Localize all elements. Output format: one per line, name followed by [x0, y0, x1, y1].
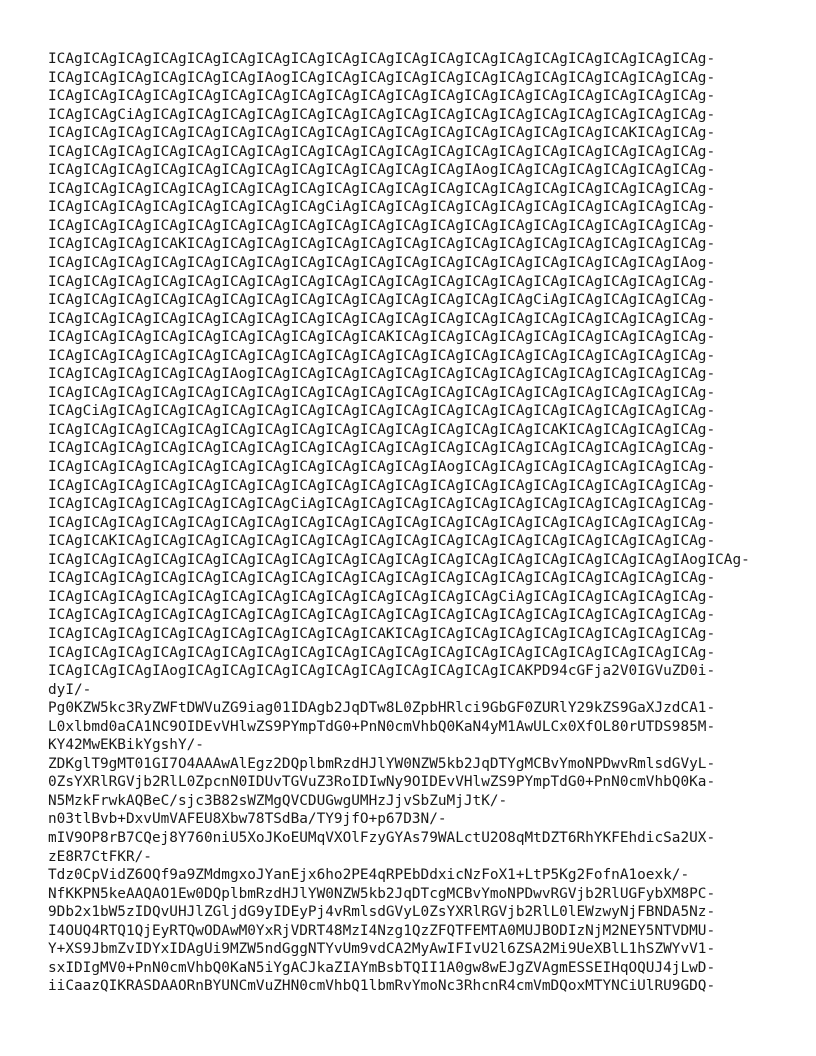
text-line: ICAgICAgICAgICAgICAgICAgICAgICAgICAgICAgICAgICAgICAgICAgICAgICAgICAgICAgICAg-	[48, 347, 716, 364]
text-line: ICAgICAgICAgICAgICAgICAgICAgICAgICAgICAgICAgICAgICAgICAgICAgICAgICAgICAgICAg-	[48, 273, 716, 290]
text-line: ICAgICAgICAgICAgICAgICAgICAgICAgICAgICAgICAgICAgICAgICAgICAgICAgICAgICAgICAg-	[48, 477, 716, 494]
text-line: ICAgICAgICAgICAgICAgICAgICAgICAgICAgICAgICAgIAogICAgICAgICAgICAgICAgICAgICAg-	[48, 459, 716, 476]
text-line: I4OUQ4RTQ1QjEyRTQwODAwM0YxRjVDRT48MzI4Nzg1QzZFQTFEMTA0MUJBODIzNjM2NEY5NTVDMU-	[48, 922, 716, 939]
text-line: ICAgICAgICAgICAgICAgICAgICAgICAgICAgICAgICAgICAgICAgICAgICAgICAgICAgICAgIAog-	[48, 255, 716, 272]
text-line: 0ZsYXRlRGVjb2RlL0ZpcnN0IDUvTGVuZ3RoIDIwNy9OIDEvVHlwZS9PYmpTdG0+PnN0cmVhbQ0Ka-	[48, 774, 716, 791]
text-line: ICAgICAgICAgICAgICAgICAgICAgICAgICAgICAgICAgICAgICAgICAgICAgICAgICAgICAgICAg-	[48, 644, 716, 661]
text-line: Pg0KZW5kc3RyZWFtDWVuZG9iag01IDAgb2JqDTw8L0ZpbHRlci9GbGF0ZURlY29kZS9GaXJzdCA1-	[48, 700, 716, 717]
encoded-text-block	[48, 50, 778, 996]
text-line: 9Db2x1bW5zIDQvUHJlZGljdG9yIDEyPj4vRmlsdGVyL0ZsYXRlRGVjb2RlL0lEWzwyNjFBNDA5Nz-	[48, 904, 716, 921]
text-line: ICAgICAgICAgICAgICAgICAgICAgICAgICAgICAgICAgICAgICAgICAgICAgICAgICAgICAgICAg-	[48, 440, 716, 457]
text-line: Y+XS9JbmZvIDYxIDAgUi9MZW5ndGggNTYvUm9vdCA2MyAwIFIvU2l6ZSA2Mi9UeXBlL1hSZWYvV1-	[48, 941, 716, 958]
text-line: ICAgICAgICAgICAgICAgIAogICAgICAgICAgICAgICAgICAgICAgICAgICAgICAgICAgICAgICAg-	[48, 366, 716, 383]
text-line: ICAgICAgICAgICAgICAgICAgICAgICAgICAgICAgICAgICAgICAgICAgICAgICAgICAgICAgICAg-	[48, 51, 716, 67]
text-line: ICAgICAgICAgICAgICAgICAgICAgICAgICAgICAgICAgICAgIAogICAgICAgICAgICAgICAgICAg-	[48, 162, 716, 179]
text-line: ICAgICAgICAgICAgICAgICAgICAgICAgICAgICAgICAgICAgICAgICAgICAgICAgICAgICAgICAg-	[48, 384, 716, 401]
text-line: ICAgICAgICAgICAgICAgICAgICAgCiAgICAgICAgICAgICAgICAgICAgICAgICAgICAgICAgICAg-	[48, 496, 716, 513]
text-line: ICAgICAgICAgICAgICAgICAgICAgICAgICAgICAgICAgICAgICAgICAgICAgICAgICAgICAgIAogICAg-	[48, 551, 750, 568]
text-line: ICAgICAgICAgICAgICAgICAgICAgICAgICAgICAgICAgICAgICAgICAgCiAgICAgICAgICAgICAg-	[48, 292, 716, 309]
text-line: KY42MwEKBikYgshY/-	[48, 737, 204, 754]
text-line: ICAgICAgICAgICAgICAgICAgICAgICAgICAgICAgICAgICAgICAgICAgICAgICAgICAgICAgICAg-	[48, 180, 716, 197]
text-line: ICAgICAgICAgIAogICAgICAgICAgICAgICAgICAgICAgICAgICAgICAKPD94cGFja2V0IGVuZD0i-	[48, 663, 716, 680]
text-line: NfKKPN5keAAQAO1Ew0DQplbmRzdHJlYW0NZW5kb2JqDTcgMCBvYmoNPDwvRGVjb2RlUGFybXM8PC-	[48, 885, 716, 902]
text-line: ICAgCiAgICAgICAgICAgICAgICAgICAgICAgICAgICAgICAgICAgICAgICAgICAgICAgICAgICAg-	[48, 403, 716, 420]
text-line: ICAgICAgICAgICAgICAgICAgICAgICAgICAgICAgICAgICAgICAgICAgICAgICAgICAgICAgICAg-	[48, 88, 716, 105]
text-line: ICAgICAgICAgICAgICAgICAgICAgICAgICAgICAgICAgICAgICAgICAgICAgICAgICAgICAgICAg-	[48, 143, 716, 160]
text-line: ICAgICAgICAgICAgICAgICAgICAgICAgICAgICAgICAgICAgICAgICAgICAgICAgICAgICAgICAg-	[48, 217, 716, 234]
text-line: mIV9OP8rB7CQej8Y760niU5XoJKoEUMqVXOlFzyGYAs79WALctU2O8qMtDZT6RhYKFEhdicSa2UX-	[48, 829, 716, 846]
text-line: n03tlBvb+DxvUmVAFEU8Xbw78TSdBa/TY9jfO+p67D3N/-	[48, 811, 447, 828]
text-line: ICAgICAgICAgICAKICAgICAgICAgICAgICAgICAgICAgICAgICAgICAgICAgICAgICAgICAgICAg-	[48, 236, 716, 253]
text-line: N5MzkFrwkAQBeC/sjc3B82sWZMgQVCDUGwgUMHzJjvSbZuMjJtK/-	[48, 792, 508, 809]
text-line: ICAgICAgICAgICAgICAgICAgICAgICAgICAgICAgICAgICAgICAgICAgICAgICAgICAgICAgICAg-	[48, 570, 716, 587]
text-line: ICAgICAgICAgICAgICAgICAgICAgICAgICAgICAgICAgICAgICAgICAgICAgICAgICAgICAgICAg-	[48, 514, 716, 531]
text-line: ICAgICAgICAgICAgICAgICAgICAgICAgICAgICAgICAgICAgICAgCiAgICAgICAgICAgICAgICAg-	[48, 588, 716, 605]
text-line: sxIDIgMV0+PnN0cmVhbQ0KaN5iYgACJkaZIAYmBsbTQII1A0gw8wEJgZVAgmESSEIHqOQUJ4jLwD-	[48, 959, 716, 976]
text-line: ICAgICAgICAgICAgICAgICAgICAgICAgICAgICAgICAgICAgICAgICAgICAgICAgICAKICAgICAg-	[48, 125, 716, 142]
text-line: L0xlbmd0aCA1NC9OIDEvVHlwZS9PYmpTdG0+PnN0cmVhbQ0KaN4yM1AwULCx0XfOL80rUTDS985M-	[48, 718, 716, 735]
text-line: Tdz0CpVidZ6OQf9a9ZMdmgxoJYanEjx6ho2PE4qRPEbDdxicNzFoX1+LtP5Kg2FofnA1oexk/-	[48, 867, 690, 884]
text-line: ICAgICAgICAgICAgICAgICAgICAgICAgCiAgICAgICAgICAgICAgICAgICAgICAgICAgICAgICAg-	[48, 199, 716, 216]
text-line: ICAgICAgICAgICAgICAgICAgICAgICAgICAgICAKICAgICAgICAgICAgICAgICAgICAgICAgICAg-	[48, 625, 716, 642]
text-line: zE8R7CtFKR/-	[48, 848, 152, 865]
text-line: dyI/-	[48, 681, 92, 698]
text-line: ICAgICAgCiAgICAgICAgICAgICAgICAgICAgICAgICAgICAgICAgICAgICAgICAgICAgICAgICAg-	[48, 106, 716, 123]
text-line: ICAgICAKICAgICAgICAgICAgICAgICAgICAgICAgICAgICAgICAgICAgICAgICAgICAgICAgICAg-	[48, 533, 716, 550]
text-line: ZDKglT9gMT01GI7O4AAAwAlEgz2DQplbmRzdHJlYW0NZW5kb2JqDTYgMCBvYmoNPDwvRmlsdGVyL-	[48, 755, 716, 772]
text-line: iiCaazQIKRASDAAORnBYUNCmVuZHN0cmVhbQ1lbmRvYmoNc3RhcnR4cmVmDQoxMTYNCiUlRU9GDQ-	[48, 978, 716, 995]
text-line: ICAgICAgICAgICAgICAgICAgICAgICAgICAgICAgICAgICAgICAgICAgICAKICAgICAgICAgICAg-	[48, 421, 716, 438]
text-line: ICAgICAgICAgICAgICAgICAgICAgICAgICAgICAKICAgICAgICAgICAgICAgICAgICAgICAgICAg-	[48, 329, 716, 346]
text-line: ICAgICAgICAgICAgICAgICAgICAgICAgICAgICAgICAgICAgICAgICAgICAgICAgICAgICAgICAg-	[48, 607, 716, 624]
text-line: ICAgICAgICAgICAgICAgICAgIAogICAgICAgICAgICAgICAgICAgICAgICAgICAgICAgICAgICAg-	[48, 69, 716, 86]
text-line: ICAgICAgICAgICAgICAgICAgICAgICAgICAgICAgICAgICAgICAgICAgICAgICAgICAgICAgICAg-	[48, 310, 716, 327]
